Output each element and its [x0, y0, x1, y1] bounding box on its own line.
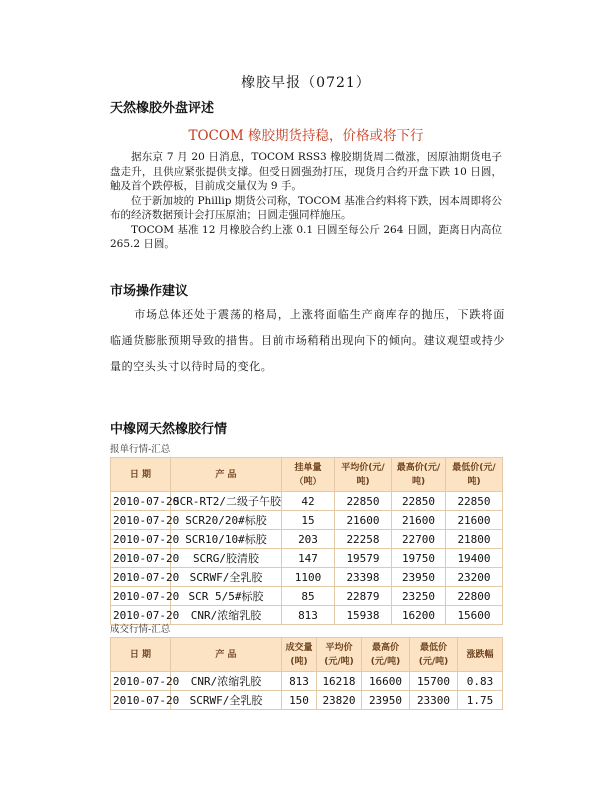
table-cell: 15700 [410, 672, 458, 691]
column-header: 挂单量（吨） [282, 458, 335, 492]
table-cell: 147 [282, 549, 335, 568]
table-row [111, 672, 503, 691]
column-header: 日 期 [111, 638, 171, 672]
section-heading-market-quotes: 中橡网天然橡胶行情 [110, 422, 228, 437]
table-cell: 23250 [392, 587, 446, 606]
column-header: 涨跌幅 [458, 638, 503, 672]
table-cell: 19579 [335, 549, 392, 568]
table-cell: 85 [282, 587, 335, 606]
section-heading-overseas-review: 天然橡胶外盘评述 [110, 101, 215, 116]
table-cell: 22850 [335, 492, 392, 511]
table-cell: 23200 [446, 568, 503, 587]
table-cell: 2010-07-20 [111, 568, 171, 587]
table-cell: 2010-07-20 [111, 587, 171, 606]
table-header-row [111, 638, 503, 672]
column-header: 产 品 [171, 638, 282, 672]
table-cell: 15 [282, 511, 335, 530]
table-cell: 2010-07-20 [111, 672, 171, 691]
table-cell: 21600 [392, 511, 446, 530]
column-header: 成交量(吨) [282, 638, 317, 672]
trade-summary-table [110, 637, 503, 710]
table-cell: 23950 [362, 691, 410, 710]
market-advice-body [110, 302, 505, 380]
table-cell: 16200 [392, 606, 446, 625]
quote-summary-table [110, 457, 503, 625]
table-cell: 16600 [362, 672, 410, 691]
column-header: 最低价(元/吨) [446, 458, 503, 492]
table-cell: 150 [282, 691, 317, 710]
column-header: 平均价(元/吨) [317, 638, 362, 672]
table-cell: 23820 [317, 691, 362, 710]
table-cell: 813 [282, 672, 317, 691]
table-cell: 2010-07-20 [111, 606, 171, 625]
table-cell: 23300 [410, 691, 458, 710]
news-paragraph-2: 位于新加坡的 Phillip 期货公司称，TOCOM 基准合约料将下跌，因本周即将公布的经济数据预计会打压原油；日圆走强同样施压。 [110, 194, 502, 221]
table-cell: 23950 [392, 568, 446, 587]
table-row [111, 530, 503, 549]
table-row [111, 587, 503, 606]
table-row [111, 492, 503, 511]
table-cell: 813 [282, 606, 335, 625]
table-cell: 23398 [335, 568, 392, 587]
table-cell: SCR-RT2/二级子午胶 [171, 492, 282, 511]
table-cell: 2010-07-20 [111, 530, 171, 549]
table-row [111, 511, 503, 530]
news-body [110, 150, 502, 252]
table-cell: 22879 [335, 587, 392, 606]
column-header: 平均价(元/吨) [335, 458, 392, 492]
news-paragraph-1: 据东京 7 月 20 日消息，TOCOM RSS3 橡胶期货周二微涨，因原油期货电子盘走升，且供应紧张提供支撑。但受日圆强劲打压，现货月合约开盘下跌 10 日圆，触及首个跌停板，目前成交量仅为 9 手。 [110, 151, 502, 192]
table-cell: 22850 [446, 492, 503, 511]
table-cell: SCRG/胶清胶 [171, 549, 282, 568]
table-cell: 22258 [335, 530, 392, 549]
column-header: 最低价(元/吨) [410, 638, 458, 672]
table-cell: SCRWF/全乳胶 [171, 568, 282, 587]
table-cell: 2010-07-20 [111, 549, 171, 568]
table-header-row [111, 458, 503, 492]
table-cell: SCRWF/全乳胶 [171, 691, 282, 710]
column-header: 产 品 [171, 458, 282, 492]
table-cell: CNR/浓缩乳胶 [171, 672, 282, 691]
document-title: 橡胶早报（0721） [241, 75, 371, 91]
table-cell: 15600 [446, 606, 503, 625]
trade-table-caption: 成交行情-汇总 [110, 624, 171, 635]
news-title: TOCOM 橡胶期货持稳，价格或将下行 [188, 128, 424, 144]
table-cell: 16218 [317, 672, 362, 691]
table-cell: 1100 [282, 568, 335, 587]
table-cell: 21600 [335, 511, 392, 530]
table-cell: 1.75 [458, 691, 503, 710]
table-cell: 15938 [335, 606, 392, 625]
table-cell: 2010-07-20 [111, 691, 171, 710]
table-row [111, 568, 503, 587]
table-cell: 203 [282, 530, 335, 549]
table-cell: 2010-07-20 [111, 492, 171, 511]
market-advice-paragraph: 市场总体还处于震荡的格局，上涨将面临生产商库存的抛压，下跌将面临通货膨胀预期导致的措售。目前市场稍稍出现向下的倾向。建议观望或持少量的空头头寸以待时局的变化。 [110, 308, 505, 373]
column-header: 最高价(元/吨) [392, 458, 446, 492]
table-cell: SCR10/10#标胶 [171, 530, 282, 549]
table-cell: 22700 [392, 530, 446, 549]
quote-table-caption: 报单行情-汇总 [110, 444, 171, 455]
news-paragraph-3: TOCOM 基准 12 月橡胶合约上涨 0.1 日圆至每公斤 264 日圆，距离日内高位 265.2 日圆。 [110, 223, 502, 250]
section-heading-market-advice: 市场操作建议 [110, 284, 189, 299]
table-cell: 2010-07-20 [111, 511, 171, 530]
table-cell: 42 [282, 492, 335, 511]
table-cell: 19400 [446, 549, 503, 568]
table-cell: 19750 [392, 549, 446, 568]
column-header: 日 期 [111, 458, 171, 492]
table-row [111, 691, 503, 710]
table-cell: SCR20/20#标胶 [171, 511, 282, 530]
table-cell: CNR/浓缩乳胶 [171, 606, 282, 625]
column-header: 最高价(元/吨) [362, 638, 410, 672]
table-cell: 22800 [446, 587, 503, 606]
table-cell: 21800 [446, 530, 503, 549]
table-row [111, 549, 503, 568]
table-cell: 21600 [446, 511, 503, 530]
table-cell: 22850 [392, 492, 446, 511]
table-cell: SCR 5/5#标胶 [171, 587, 282, 606]
table-cell: 0.83 [458, 672, 503, 691]
